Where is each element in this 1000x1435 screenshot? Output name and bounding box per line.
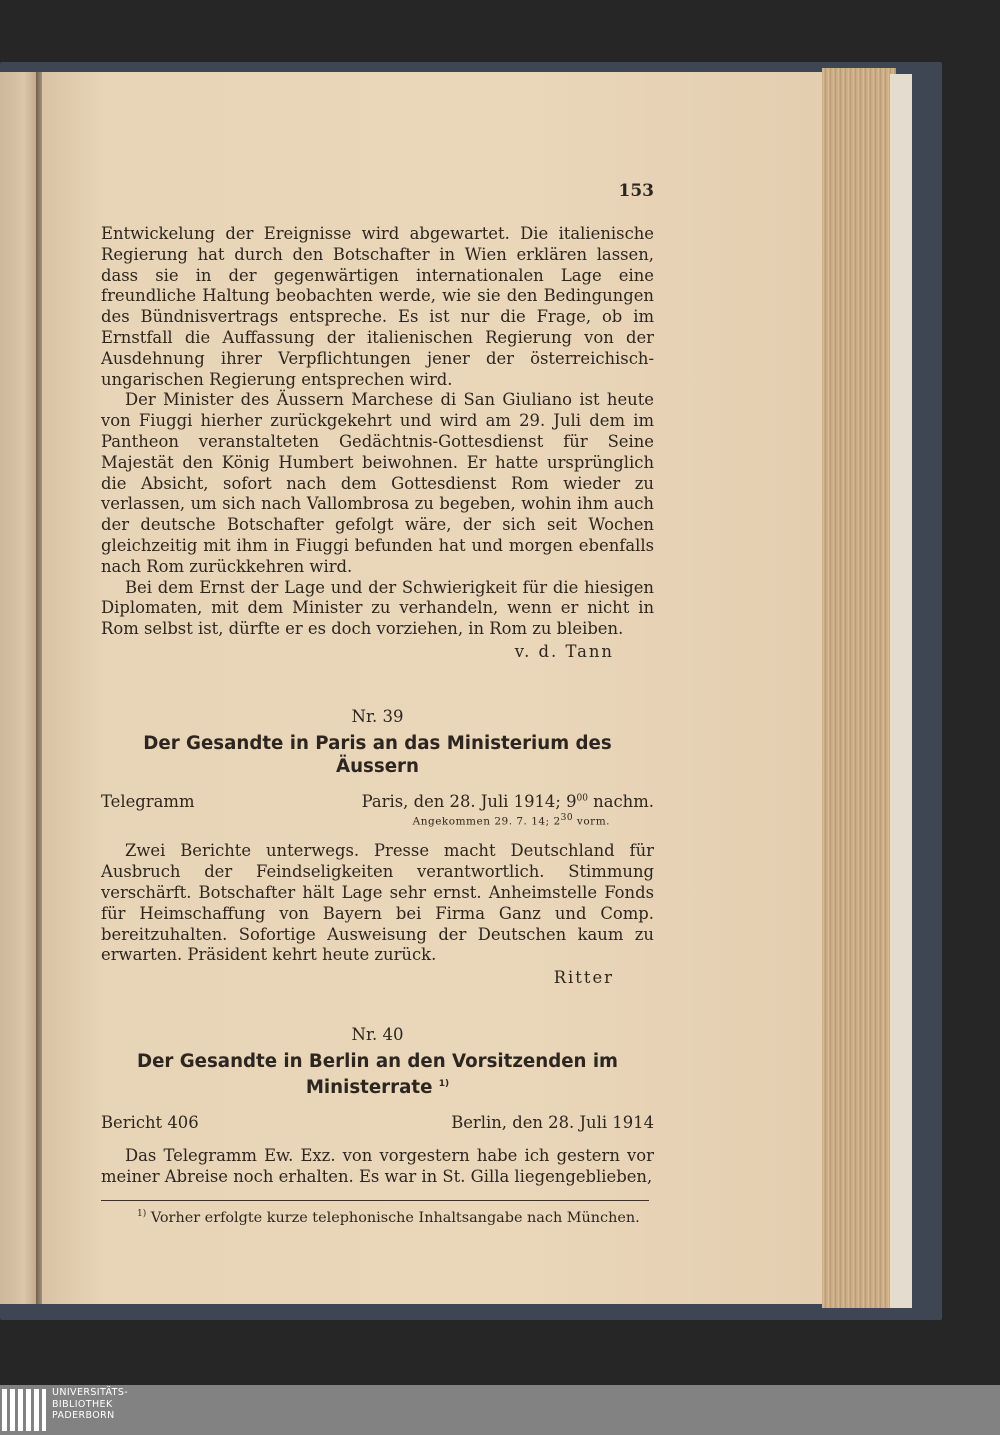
paragraph-1: Entwickelung der Ereignisse wird abgewartet. Die italienische Regierung hat durch den Botschafter in Wien erklären lassen, dass sie in der gegenwärtigen internationalen Lage eine freundliche Haltung beobachten werde, wie sie den Bedingungen des Bündnisvertrags entspreche. Es ist nur die Frage, ob im Ernstfall die Auffassung der italienischen Regierung von der Ausdehnung ihrer Verpflichtungen jener der österreichisch-ungarischen Regierung entsprechen wird.: [101, 224, 654, 389]
doc-39-number: Nr. 39: [351, 706, 404, 726]
doc-39-text: Zwei Berichte unterwegs. Presse macht Deutschland für Ausbruch der Feindseligkeiten verantwortlich. Stimmung verschärft. Botschafter hält Lage sehr ernst. Anheimstelle Fonds für Heimschaffung von Bayern bei Firma Ganz und Comp. bereitzuhalten. Sofortige Ausweisung der Deutschen kaum zu erwarten. Präsident kehrt heute zurück.: [101, 841, 654, 965]
doc-40-number: Nr. 40: [351, 1025, 404, 1045]
endpaper: [890, 74, 912, 1308]
paragraph-2: Der Minister des Äussern Marchese di San Giuliano ist heute von Fiuggi hierher zurückgekehrt und wird am 29. Juli dem im Pantheon veranstalteten Gedächtnis-Gottesdienst für Seine Majestät den König Humbert beiwohnen. Er hatte ursprünglich die Absicht, sofort nach dem Gottesdienst Rom wieder zu verlassen, um sich nach Vallombrosa zu begeben, wohin ihm auch der deutsche Botschafter gefolgt wäre, der sich seit Wochen gleichzeitig mit ihm in Fiuggi befunden hat und morgen ebenfalls nach Rom zurückkehren wird.: [101, 390, 654, 576]
page-text: [101, 175, 654, 1226]
doc-39-received: Angekommen 29. 7. 14; $2^{30}$ vorm.: [412, 812, 610, 828]
footnote: $^{1)}$ Vorher erfolgte kurze telephonische Inhaltsangabe nach München.: [137, 1208, 640, 1226]
doc-40-place-date: Berlin, den 28. Juli 1914: [451, 1113, 654, 1133]
paragraph-3: Bei dem Ernst der Lage und der Schwierigkeit für die hiesigen Diplomaten, mit dem Minister zu verhandeln, wenn er nicht in Rom selbst ist, dürfte er es doch vorziehen, in Rom zu bleiben.: [101, 577, 654, 639]
footnote-rule: [101, 1200, 649, 1201]
library-logo-text: UNIVERSITÄTS- BIBLIOTHEK PADERBORN: [52, 1387, 129, 1421]
doc-40-type: Bericht 406: [101, 1113, 199, 1133]
doc-40-meta: [101, 1113, 654, 1132]
doc-39-place-date: Paris, den 28. Juli 1914; $9^{00}$ nachm.: [361, 791, 654, 811]
doc-40-text: Das Telegramm Ew. Exz. von vorgestern habe ich gestern vor meiner Abreise noch erhalten. Es war in St. Gilla liegengeblieben,: [101, 1146, 654, 1187]
signature-tann: v. d. Tann: [514, 641, 614, 661]
doc-39-meta: [101, 792, 654, 811]
library-logo-mark: [2, 1389, 46, 1431]
library-footer-bar: [0, 1385, 1000, 1435]
doc-39-heading: Der Gesandte in Paris an das Ministerium des Äussern: [143, 732, 612, 777]
page-number: 153: [618, 181, 654, 201]
left-page-edge: [0, 72, 40, 1304]
doc-40-heading: Der Gesandte in Berlin an den Vorsitzenden im Ministerrate $^{1)}$: [136, 1051, 619, 1099]
doc-39-type: Telegramm: [101, 791, 195, 811]
page-block-edges: [822, 68, 896, 1308]
signature-ritter: Ritter: [553, 968, 614, 988]
